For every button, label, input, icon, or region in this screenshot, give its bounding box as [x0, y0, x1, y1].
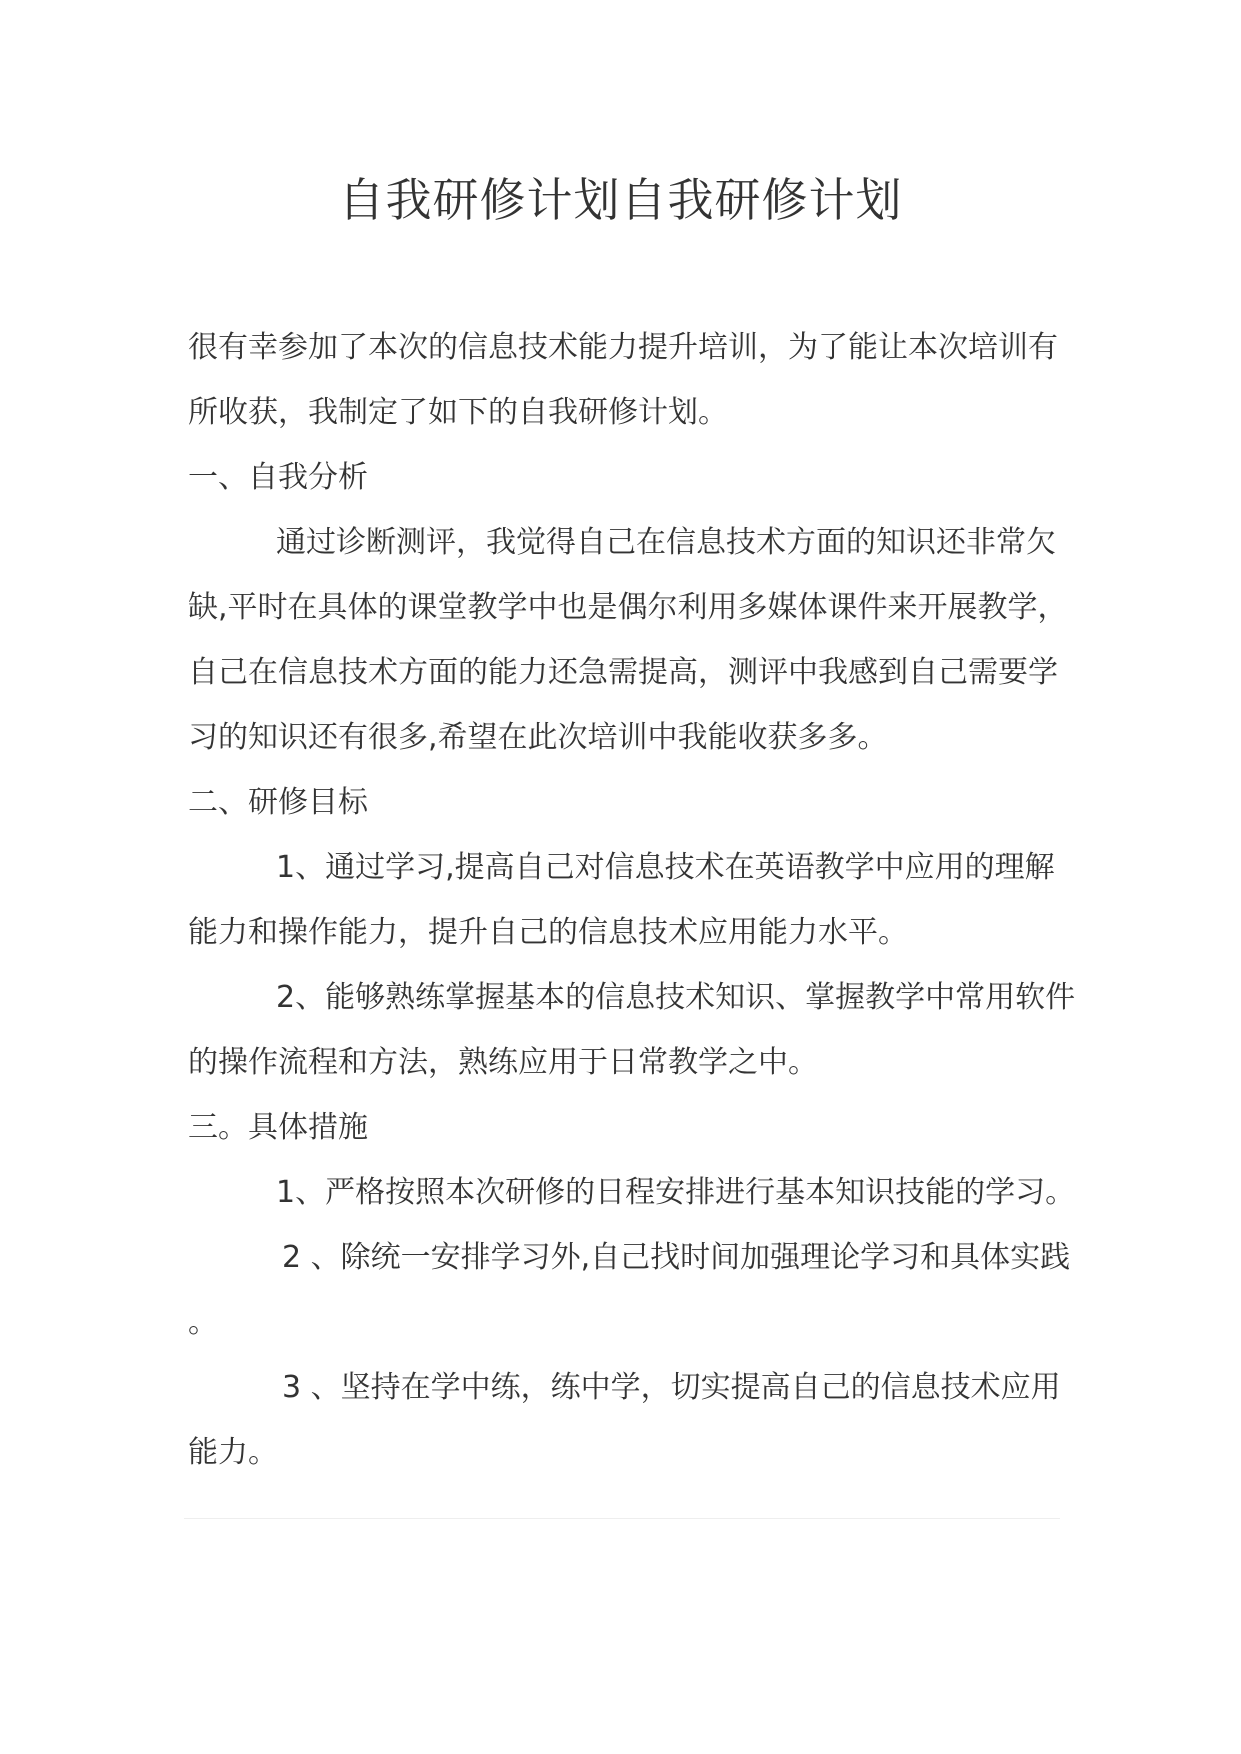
paragraph-line: 所收获，我制定了如下的自我研修计划。 — [188, 395, 728, 430]
list-item-continuation: 能力和操作能力，提升自己的信息技术应用能力水平。 — [188, 915, 908, 950]
list-item-continuation: 。 — [188, 1305, 218, 1340]
section-heading-goals: 二、研修目标 — [188, 785, 368, 820]
paragraph-line: 自己在信息技术方面的能力还急需提高，测评中我感到自己需要学 — [188, 655, 1058, 690]
list-item-continuation: 能力。 — [188, 1435, 278, 1470]
list-item-continuation: 的操作流程和方法，熟练应用于日常教学之中。 — [188, 1045, 818, 1080]
paragraph-line: 习的知识还有很多,希望在此次培训中我能收获多多。 — [188, 720, 888, 755]
list-item: 2 、除统一安排学习外,自己找时间加强理论学习和具体实践 — [282, 1240, 1071, 1275]
list-item: 3 、坚持在学中练，练中学，切实提高自己的信息技术应用 — [282, 1370, 1061, 1405]
section-heading-self-analysis: 一、自我分析 — [188, 460, 368, 495]
paragraph-line: 很有幸参加了本次的信息技术能力提升培训，为了能让本次培训有 — [188, 330, 1058, 365]
paragraph-line: 通过诊断测评，我觉得自己在信息技术方面的知识还非常欠 — [276, 525, 1056, 560]
list-item: 1、严格按照本次研修的日程安排进行基本知识技能的学习。 — [276, 1175, 1076, 1210]
document-title: 自我研修计划自我研修计划 — [338, 173, 903, 227]
list-item: 2、能够熟练掌握基本的信息技术知识、掌握教学中常用软件 — [276, 980, 1076, 1015]
page-divider — [184, 1518, 1060, 1519]
section-heading-measures: 三。具体措施 — [188, 1110, 368, 1145]
paragraph-line: 缺,平时在具体的课堂教学中也是偶尔利用多媒体课件来开展教学， — [188, 590, 1068, 625]
document-body — [188, 315, 1076, 1485]
list-item: 1、通过学习,提高自己对信息技术在英语教学中应用的理解 — [276, 850, 1055, 885]
